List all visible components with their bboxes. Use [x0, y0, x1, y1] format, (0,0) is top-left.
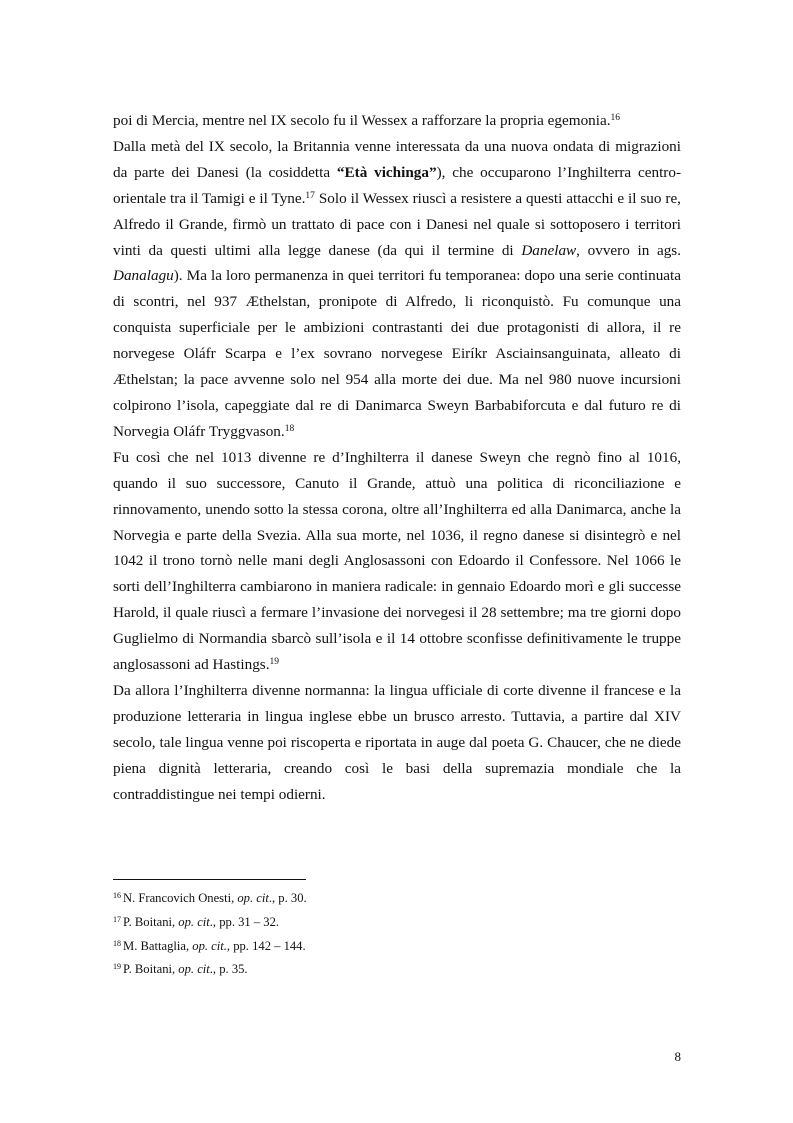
footnote-source: op. cit [178, 914, 210, 929]
paragraph-2-text-b: ), che occuparono l’Inghilterra centro-orientale tra il Tamigi e il Tyne. [113, 163, 681, 207]
footnote-pages: ., p. 30. [268, 891, 307, 905]
footnote-number: 18 [113, 938, 121, 948]
footnote-19 [113, 958, 681, 982]
footnote-source: op. cit. [192, 938, 227, 953]
footnote-ref-19: 19 [269, 657, 280, 668]
paragraph-4-text: Da allora l’Inghilterra divenne normanna: la lingua ufficiale di corte divenne il francese e la produzione letteraria in lingua inglese ebbe un brusco arresto. Tuttavia, a partire dal XIV secolo, tale lingua venne poi riscoperta e riportata in auge dal poeta G. Chaucer, che ne diede piena dignità letteraria, creando così le basi della supremazia mondiale che la contraddistingue nei tempi odierni. [113, 681, 681, 803]
paragraph-1 [113, 108, 681, 134]
paragraph-4 [113, 678, 681, 808]
paragraph-2-text-c: Solo il Wessex riuscì a resistere a questi attacchi e il suo re, Alfredo il Grande, firmò un trattato di pace con i Danesi nel quale si sottoposero i territori vinti da questi ultimi alla legge danese (da qui il termine di [113, 189, 681, 259]
footnote-number: 17 [113, 914, 121, 924]
footnote-source: op. cit [237, 891, 269, 905]
term-danalagu: Danalagu [113, 267, 174, 285]
footnote-ref-16: 16 [610, 113, 621, 123]
footnote-author: P. Boitani, [123, 914, 179, 929]
paragraph-3 [113, 445, 681, 678]
footnote-separator [113, 879, 306, 880]
footnote-18 [113, 935, 681, 959]
footnote-number: 19 [113, 962, 121, 972]
footnote-ref-18: 18 [284, 423, 295, 434]
page-number: 8 [674, 1049, 681, 1064]
footnote-source: op. cit [178, 962, 210, 977]
paragraph-3-text: Fu così che nel 1013 divenne re d’Inghilterra il danese Sweyn che regnò fino al 1016, quando il suo successore, Canuto il Grande, attuò una politica di riconciliazione e rinnovamento, unendo sotto la stessa corona, oltre all’Inghilterra ed alla Danimarca, anche la Norvegia e parte della Svezia. Alla sua morte, nel 1036, il regno danese si disintegrò e nel 1042 il trono tornò nelle mani degli Anglosassoni con Edoardo il Confessore. Nel 1066 le sorti dell’Inghilterra cambiarono in maniera radicale: in gennaio Edoardo morì e gli successe Harold, il quale riuscì a fermare l’invasione dei norvegesi il 28 settembre; ma tre giorni dopo Guglielmo di Normandia sbarcò sull’isola e il 14 ottobre sconfisse definitivamente le truppe anglosassoni ad Hastings. [113, 448, 681, 674]
footnote-17 [113, 911, 681, 935]
footnote-number: 16 [113, 891, 121, 900]
footnote-ref-17: 17 [305, 190, 315, 201]
paragraph-2-text-e: ). Ma la loro permanenza in quei territori fu temporanea: dopo una serie continuata di scontri, nel 937 Æthelstan, pronipote di Alfredo, li riconquistò. Fu comunque una conquista superficiale per le ambizioni contrastanti dei due protagonisti di allora, il re norvegese Oláfr Scarpa e l’ex sovrano norvegese Eiríkr Asciainsanguinata, alleato di Æthelstan; la pace avvenne solo nel 954 alla morte dei due. Ma nel 980 nuove incursioni colpirono l’isola, capeggiate dal re di Danimarca Sweyn Barbabiforcuta e dal futuro re di Norvegia Oláfr Tryggvason. [113, 267, 681, 440]
paragraph-2-text-a: Dalla metà del IX secolo, la Britannia venne interessata da una nuova ondata di migrazioni da parte dei Danesi (la cosiddetta [113, 137, 681, 181]
paragraph-2 [113, 134, 681, 445]
paragraph-1-text: poi di Mercia, mentre nel IX secolo fu il Wessex a rafforzare la propria egemonia. [113, 112, 611, 129]
footnote-author: M. Battaglia, [123, 938, 193, 953]
footnote-author: P. Boitani, [123, 962, 179, 977]
footnote-pages: , pp. 142 – 144. [226, 938, 306, 953]
paragraph-2-text-d: , ovvero in ags. [576, 241, 682, 259]
footnote-pages: ., p. 35. [209, 962, 248, 977]
footnotes [113, 887, 681, 982]
body-text [113, 108, 681, 807]
footnote-author: N. Francovich Onesti, [123, 891, 238, 905]
term-danelaw: Danelaw [521, 241, 577, 259]
footnote-16 [113, 887, 681, 911]
footnote-pages: ., pp. 31 – 32. [209, 914, 280, 929]
term-eta-vichinga: “Età vichinga” [336, 163, 437, 181]
